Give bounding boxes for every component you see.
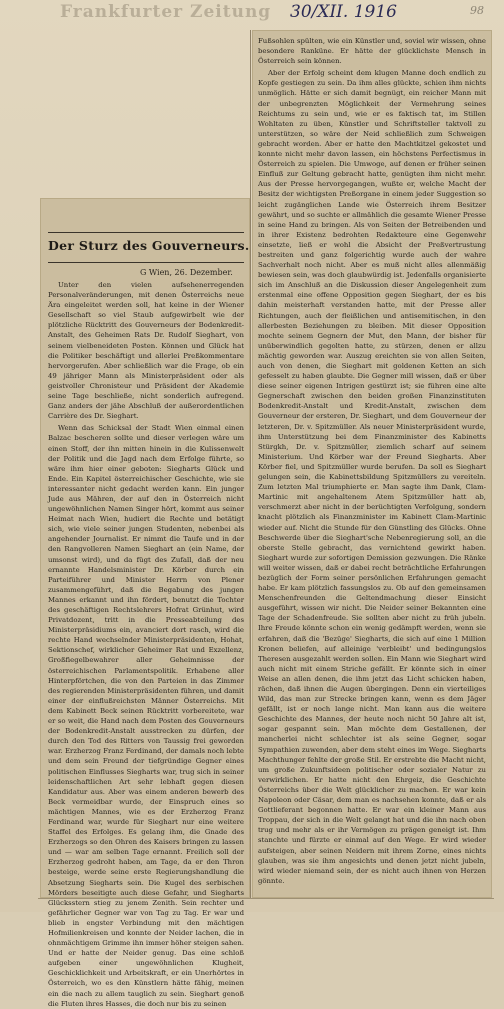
clipping-bottom-edge bbox=[38, 898, 494, 899]
headline-rule-bottom bbox=[48, 262, 244, 263]
article-headline: Der Sturz des Gouverneurs. bbox=[48, 238, 250, 253]
article-dateline: G Wien, 26. Dezember. bbox=[140, 268, 233, 277]
left-paragraph: Unter den vielen aufsehenerregenden Personalveränderungen, mit denen Österreichs neue Ära eingeleitet werden soll, hat keine in der Wiener Gesellschaft so viel Staub aufgewirbelt wie der plötzliche Rücktritt des Gouverneurs der Bodenkredit-Anstalt, des Geheimen Rats Dr. Rudolf Sieghart, von seinem vielbeneideten Posten. Können und Glück hat die Politiker beschäftigt und allerlei Preßkommentare hervorgerufen. Aber schließlich war die Frage, ob ein 49 jähriger Mann als Ministerpräsident oder als geistvoller Chronisteur und Präsident der Akademie seine Tage beschließe, nicht sonderlich aufregend. Ganz anders der jähe Abschluß der außerordentlichen Carrière des Dr. Sieghart. bbox=[48, 281, 244, 421]
article-right-column bbox=[258, 36, 486, 896]
right-paragraph: Fußsohlen spülten, wie ein Künstler und, soviel wir wissen, ohne besondere Ranküne. Er hätte der glücklichste Mensch in Österreich sein können. bbox=[258, 37, 486, 66]
corner-page-mark: 98 bbox=[470, 4, 484, 17]
left-paragraph: Wenn das Schicksal der Stadt Wien einmal einen Balzac bescheren sollte und dieser verlegen wäre um einen Stoff, der ihn mitten hinein in die Kulissenwelt der Politik und die Jagd nach dem Erfolge führte, so wäre ihm hier einer geboten: Siegharts Glück und Ende. Ein Kapitel österreichischer Geschichte, wie sie interessanter nicht gedacht werden kann. Ein junger Jude aus Mähren, der auf den in Österreich nicht ungewöhnlichen Namen Singer hört, kommt aus seiner Heimat nach Wien, hudiert die Rechte und betätigt sich, wie viele seiner jungen Studenten, nebenbei als angehender Journalist. Er nimmt die Taufe und in der den Rangvolleren Namen Sieghart an (ein Name, der umsonst wird), und da fügt des Zufall, daß der neu ernannte Handelsminister Dr. Körber durch ein Parteiführer und Minister Herrn von Plener zusammengeführt, daß die Begabung des jungen Mannes erkannt und ihn fördert, benutzt die Tochter des geschäftigen Rechtslehrers Hofrat Grünhut, wird Privatdozent, tritt in die Presseabteilung des Ministerpräsidiums ein, avanciert dort rasch, wird die rechte Hand wechselnder Ministerpräsidenten, Hohat, Sektionschef, wirklicher Geheimer Rat und Exzellenz, Großfiegelbewahrer aller Geheimnisse der österreichischen Parlamentspolitik. Erhabene aller Hinterpförtchen, die von den Parteien in das Zimmer des regierenden Ministerpräsidenten führen, und damit einer der einflußreichsten Männer Österreichs. Mit dem Kabinett Beck seinen Rücktritt vorbereitete, war er so weit, die Hand nach dem Posten des Gouverneurs der Bodenkredit-Anstalt ausstrecken zu dürfen, der durch den Tod des Ritters von Taussig frei geworden war. Erzherzog Franz Ferdinand, der damals noch lebte und dem sein Freund der tiefgründige Gegner eines politischen Einflusses Siegharts war, trug sich in seiner leidenschaftlichen Art sehr lebhaft gegen diesen Kandidatur aus. Aber was einem anderen bewerb des Beck vermeidbar wurde, der Einspruch eines so mächtigen Mannes, wie es der Erzherzog Franz Ferdinand war, wurde für Sieghart nur eine weitere Staffel des Erfolges. Es gelang ihm, die Gnade des Erzherzogs so den Ohren des Kaisers bringen zu lassen und — war am selben Tage ernannt. Freilich soll der Erzherzog gedroht haben, am Tage, da er den Thron besteige, werde seine erste Regierungshandlung die Absetzung Siegharts sein. Die Kugel des serbischen Mörders beseitigte auch diese Gefahr, und Siegharts Glücksstern stieg zu jenem Zenith. Sein rechter und gefährlicher Gegner war von Tag zu Tag. Er war und blieb in engster Verbindung mit den mächtigen Hofmilienkreisen und konnte der Neider lachen, die in ohnmächtigem Grimme ihn immer höher steigen sahen. Und er hatte der Neider genug. Das eine schloß aufgeben einer ungewöhnlichen Klugheit, Geschicklichkeit und Arbeitskraft, er ein Unerhörtes in Österreich, wo es den Künstlern hätte fähig, meinen ein die nach zu allem tauglich zu sein. Sieghart genoß die Fluten ihres Hasses, die doch nur bis zu seinen bbox=[48, 424, 244, 1008]
masthead: Frankfurter Zeitung bbox=[60, 2, 272, 22]
column-divider bbox=[250, 30, 251, 898]
headline-rule-top bbox=[48, 232, 244, 233]
article-left-column bbox=[48, 280, 244, 1008]
handwritten-date: 30/XII. 1916 bbox=[290, 2, 397, 22]
right-paragraph: Aber der Erfolg scheint dem klugen Manne doch endlich zu Kopfe gestiegen zu sein. Da ihm alles glückte, schien ihm nichts unmöglich. Hätte er sich damit begnügt, ein reicher Mann mit der unbegrenzten Möglichkeit der Vermehrung seines Reichtums zu sein und, wie er es faktisch tat, im Stillen Wohltaten zu üben, Künstler und Schriftsteller taktvoll zu unterstützen, so wäre der Neid schließlich zum Schweigen gebracht worden. Aber er hatte den Machtkitzel gekostet und konnte nicht mehr davon lassen, ein höchstens Perfectismus in Österreich zu spielen. Die Umwoge, auf denen er früher seinen Einfluß zur Geltung gebracht hatte, genügten ihm nicht mehr. Aus der Presse hervorgegangen, wußte er, welche Macht der Besitz der wichtigsten Preßorgane in einem jeder Suggestion so leicht zugänglichen Lande wie Österreich ihrem Besitzer gewährt, und so suchte er allmählich die gesamte Wiener Presse in seine Hand zu bringen. Als von Seiten der Betreibenden und in ihrer Existenz bedrohten Redakteure eine Gegenwehr einsetzte, ließ er wohl die Absicht der Preßvertrustung bestreiten und ganz folgerichtig wurde auch der wahre Sachverhalt noch nicht. Aber es muß nicht alles allenmäßig bewiesen sein, was doch glaubwürdig ist. Jedenfalls organisierte sich im Anschluß an die Diskussion dieser Angelegenheit zum erstenmal eine offene Opposition gegen Sieghart, der es bis dahin meisterhaft verstanden hatte, mit der Presse aller Richtungen, auch der fleißlichen und antisemitischen, in den allerbesten Beziehungen zu bleiben. Mit dieser Opposition mochte seinem Gegnern der Mut, den Mann, der bisher für unüberwindlich gegolten hatte, zu stürzen, denen er allzu mächtig geworden war. Auszug ereichten sie von allen Seiten, auch von denen, die Sieghart mit goldenen Ketten an sich gefesselt zu haben glaubte. Die Gegner mill wissen, daß er über diese seiner eigenen Intrigen gestürzt ist; sie führen eine alte Gegnerschaft zwischen den beiden großen Finanzinstituten Bodenkredit-Anstalt und Kredit-Anstalt, zwischen dem Gouverneur der ersteren, Dr. Sieghart, und dem Gouverneur der letzteren, Dr. v. Spitzmüller. Als neuer Ministerpräsident wurde, ihm Unterstützung bei dem Finanzminister des Kabinetts Stürgkh, Dr. v. Spitzmüller, ziemlich scharf auf seinem Ministerium. Und Körber war der Freund Siegharts. Aber Körber fiel, und Spitzmüller wurde berufen. Da soll es Sieghart gelungen sein, die Kabinettsbildung Spitzmüllers zu vereiteln. Zum letzten Mal triumphierte er. Man sagte ihm Dank, Clam-Martinic mit angehaltenem Atem Spitzmüller hatt ab, verschmerzt aber nicht in der berüchtigten Verfolgung, sondern knacht plötzlich als Finanzminister im Kabinett Clam-Martinic wieder auf. Nicht die Stunde für den Günstling des Glücks. Ohne Beschwerde über die Sieghart'sche Nebenregierung soll, an die oberste Stelle gebracht, das vernichtend gewirkt haben. Sieghart wurde zur sofortigen Demission gezwungen. Die Ränke will weiter wissen, daß er dabei recht beträchtliche Erfahrungen bezüglich der Form seiner persönlichen Erfahrungen gemacht habe. Er kam plötzlich fassungslos zu. Ob auf den gemeinsamen Menschenfreunden die Geltendmachung dieser Einsicht ausgeführt, wissen wir nicht. Die Neider seiner Bekannten eine Tage der Schadenfreude. Sie sollten aber nicht zu früh jubeln. Ihre Freude könnte schon ein wenig gedämpft werden, wenn sie erfahren, daß die 'Bezüge' Siegharts, die sich auf eine 1 Million Kronen beliefen, auf alleinige 'verbleibt' und bedingungslos Theresen ausgezahlt werden sollen. Ein Mann wie Sieghart wird auch nicht mit einem Striche gefällt. Er könnte sich in einer Weise an allen denen, die ihm jetzt das Licht schicken haben, rächen, daß ihnen die Augen übergingen. Denn ein vierteiliges Wild, das man zur Strecke bringen kann, wenn es dem Jäger gefällt, ist er noch lange nicht. Man kann aus die weitere Geschichte des Mannes, der heute noch nicht 50 Jahre alt ist, sogar gespannt sein. Man möchte dem Gestallenen, der mancherlei nicht schlechter ist als seine Gegner, sogar Sympathien zuwenden, aber dem steht eines im Wege. Siegharts Machthunger fehlte der große Stil. Er erstrebte die Macht nicht, um große Zukunftsideen politischer oder sozialer Natur zu verwirklichen. Er hatte nicht den Ehrgeiz, die Geschichte Österreichs über die Welt glücklicher zu machen. Er war kein Napoleon oder Cäsar, dem man es nachsehen konnte, daß er als Gottlieferant begonnen hatte. Er war ein kleiner Mann aus Troppau, der sich in die Welt gelangt hat und die ihn nach oben trug und mehr als er ihr Vermögen zu prägen geneigt ist. Ihm stanchte und fürzte er einmal auf den Wege. Er wird wieder aufsteigen, aber seinen Neidern mit ihrem Zorne, eines nichts glauben, was sie ihm angesichts und denen jetzt nicht jubeln, wird wieder niemand sein, der es nicht auch ihnen von Herzen gönnte. bbox=[258, 69, 486, 885]
